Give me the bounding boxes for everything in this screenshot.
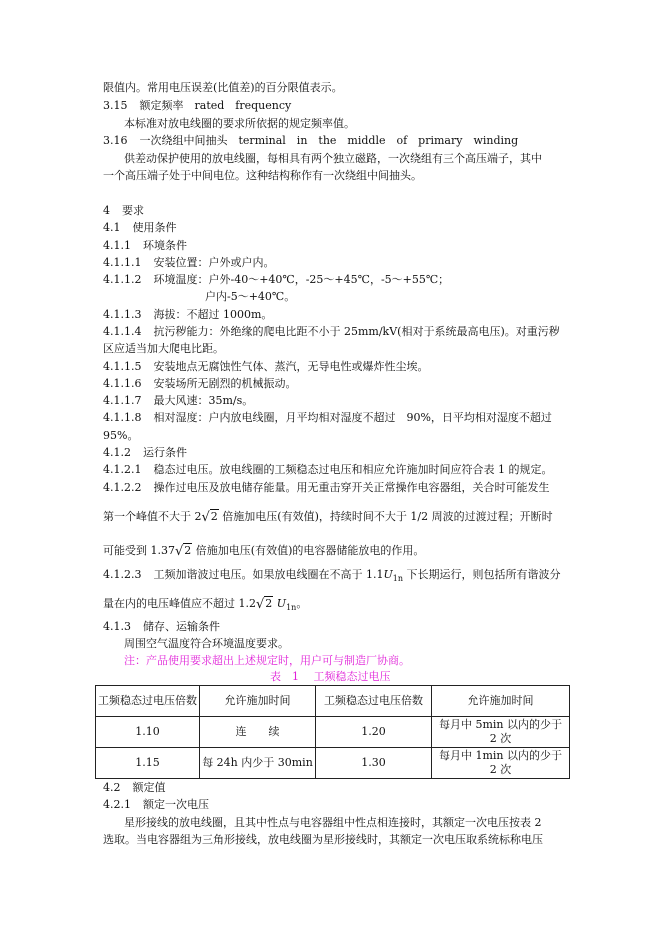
- clause-4-1-2-3: [103, 568, 561, 586]
- section-4-1-2-heading: [103, 446, 187, 460]
- sqrt-symbol: √2: [201, 510, 218, 525]
- sqrt-radicand: 2: [210, 510, 218, 523]
- text-segment: 第一个峰值不大于 2: [103, 510, 202, 523]
- table-header-cell: 工频稳态过电压倍数: [316, 686, 432, 717]
- table-header-cell: 允许施加时间: [200, 686, 316, 717]
- section-title: 额定值: [132, 781, 166, 794]
- clause-4-1-1-8: [103, 411, 552, 425]
- table-header-row: [96, 686, 570, 717]
- text-segment: 工频加谐波过电压。如果放电线圈在不高于 1.1: [153, 568, 384, 581]
- section-3-16-body: 供差动保护使用的放电线圈，每相具有两个独立磁路，一次绕组有三个高压端子，其中: [124, 152, 542, 165]
- table-header-cell: 允许施加时间: [432, 686, 570, 717]
- text-segment: 可能受到 1.37: [103, 544, 175, 557]
- table-caption: 表 1 工频稳态过电压: [270, 670, 391, 683]
- section-title: 运行条件: [143, 446, 187, 459]
- section-4-2-heading: [103, 781, 166, 795]
- section-number: 4.2.1: [103, 798, 131, 811]
- clause-text: 海拔：不超过 1000m。: [153, 308, 273, 321]
- section-title: 一次绕组中间抽头 terminal in the middle of primary winding: [139, 134, 519, 147]
- section-4-1-heading: [103, 221, 177, 235]
- clause-continuation: [103, 597, 307, 615]
- clause-number: 4.1.2.3: [103, 568, 142, 581]
- voltage-symbol: U: [383, 568, 393, 581]
- table-cell: 1.15: [96, 748, 200, 779]
- section-title: 额定一次电压: [143, 798, 209, 811]
- section-number: 4.1.2: [103, 446, 131, 459]
- section-4-heading: [103, 204, 144, 218]
- section-3-15-heading: [103, 99, 291, 113]
- clause-text: 安装场所无剧烈的机械振动。: [153, 377, 297, 390]
- clause-text: 安装位置：户外或户内。: [153, 256, 275, 269]
- clause-text: 相对湿度：户内放电线圈，月平均相对湿度不超过 90%，日平均相对湿度不超过: [153, 411, 552, 424]
- section-4-2-1-heading: [103, 798, 209, 812]
- section-title: 储存、运输条件: [143, 620, 220, 633]
- sqrt-symbol: √2: [256, 597, 273, 612]
- section-title: 环境条件: [143, 239, 187, 252]
- clause-continuation: 户内-5～+40℃。: [205, 290, 296, 303]
- table-cell: 每月中 1min 以内的少于 2 次: [432, 748, 570, 779]
- clause-number: 4.1.1.2: [103, 273, 142, 286]
- section-number: 4.1.3: [103, 620, 131, 633]
- note-text: 注：产品使用要求超出上述规定时，用户可与制造厂协商。: [124, 654, 410, 667]
- clause-number: 4.1.1.7: [103, 394, 142, 407]
- clause-4-1-1-5: [103, 360, 428, 374]
- text-segment: 倍施加电压(有效值)的电容器储能放电的作用。: [195, 544, 425, 557]
- clause-4-1-1-2: [103, 273, 449, 287]
- section-4-2-1-body: 星形接线的放电线圈，且其中性点与电容器组中性点相连接时，其额定一次电压按表 2: [124, 816, 542, 829]
- table-cell: 连 续: [200, 717, 316, 748]
- section-number: 4: [103, 204, 110, 217]
- section-title: 使用条件: [132, 221, 177, 234]
- clause-text: 稳态过电压。放电线圈的工频稳态过电压和相应允许施加时间应符合表 1 的规定。: [153, 463, 553, 476]
- sqrt-radicand: 2: [184, 544, 192, 557]
- clause-continuation: 95%。: [103, 429, 139, 442]
- clause-continuation: 区应适当加大爬电比距。: [103, 342, 224, 355]
- clause-continuation: [103, 510, 553, 524]
- clause-text: 安装地点无腐蚀性气体、蒸汽，无导电性或爆炸性尘埃。: [153, 360, 429, 373]
- clause-number: 4.1.1.1: [103, 256, 142, 269]
- section-3-16-body: 一个高压端子处于中间电位。这种结构称作有一次绕组中间抽头。: [103, 169, 422, 182]
- clause-4-1-1-1: [103, 256, 274, 270]
- sqrt-radicand: 2: [265, 597, 273, 610]
- section-4-1-1-heading: [103, 239, 187, 253]
- sqrt-symbol: √2: [175, 544, 192, 559]
- section-4-1-3-body: 周围空气温度符合环境温度要求。: [124, 637, 289, 650]
- table-cell: 每 24h 内少于 30min: [200, 748, 316, 779]
- text-segment: 。: [296, 597, 308, 610]
- clause-4-1-1-7: [103, 394, 253, 408]
- section-number: 4.1.1: [103, 239, 131, 252]
- subscript: 1n: [286, 603, 297, 613]
- clause-text: 环境温度：户外-40～+40℃，-25～+45℃，-5～+55℃；: [153, 273, 450, 286]
- section-3-15-body: 本标准对放电线圈的要求所依据的规定频率值。: [124, 117, 355, 130]
- text-segment: 下长期运行，则包括所有谐波分: [406, 568, 561, 581]
- section-4-2-1-body: 选取。当电容器组为三角形接线，放电线圈为星形接线时，其额定一次电压取系统标称电压: [103, 833, 543, 846]
- table-header-cell: 工频稳态过电压倍数: [96, 686, 200, 717]
- table-cell: 1.20: [316, 717, 432, 748]
- table-cell: 每月中 5min 以内的少于 2 次: [432, 717, 570, 748]
- clause-continuation: [103, 544, 424, 558]
- clause-text: 最大风速：35m/s。: [153, 394, 254, 407]
- text-segment: 倍施加电压(有效值)，持续时间不大于 1/2 周波的过渡过程；开断时: [222, 510, 553, 523]
- clause-number: 4.1.1.3: [103, 308, 142, 321]
- section-4-1-3-heading: [103, 620, 220, 634]
- clause-4-1-2-2: [103, 481, 549, 495]
- clause-4-1-1-3: [103, 308, 272, 322]
- table-cell: 1.30: [316, 748, 432, 779]
- clause-number: 4.1.2.2: [103, 481, 142, 494]
- section-title: 额定频率 rated frequency: [139, 99, 292, 112]
- subscript: 1n: [392, 574, 404, 584]
- voltage-symbol: U: [276, 597, 287, 610]
- clause-4-1-1-6: [103, 377, 296, 391]
- clause-text: 操作过电压及放电储存能量。用无重击穿开关正常操作电容器组，关合时可能发生: [153, 481, 550, 494]
- clause-number: 4.1.1.4: [103, 325, 142, 338]
- clause-number: 4.1.1.6: [103, 377, 142, 390]
- clause-4-1-2-1: [103, 463, 552, 477]
- clause-number: 4.1.1.5: [103, 360, 142, 373]
- clause-text: 抗污秽能力：外绝缘的爬电比距不小于 25mm/kV(相对于系统最高电压)。对重污秽: [153, 325, 560, 338]
- section-number: 3.15: [103, 99, 128, 112]
- table-row: [96, 748, 570, 779]
- table-row: [96, 717, 570, 748]
- table-cell: 1.10: [96, 717, 200, 748]
- section-3-16-heading: [103, 134, 518, 148]
- section-number: 4.1: [103, 221, 121, 234]
- clause-number: 4.1.1.8: [103, 411, 142, 424]
- text-line: 限值内。常用电压误差(比值差)的百分限值表示。: [103, 81, 343, 94]
- overvoltage-table: [95, 685, 570, 779]
- clause-4-1-1-4: [103, 325, 560, 339]
- section-title: 要求: [122, 204, 144, 217]
- section-number: 4.2: [103, 781, 121, 794]
- text-segment: 量在内的电压峰值应不超过 1.2: [103, 597, 256, 610]
- clause-number: 4.1.2.1: [103, 463, 142, 476]
- section-number: 3.16: [103, 134, 128, 147]
